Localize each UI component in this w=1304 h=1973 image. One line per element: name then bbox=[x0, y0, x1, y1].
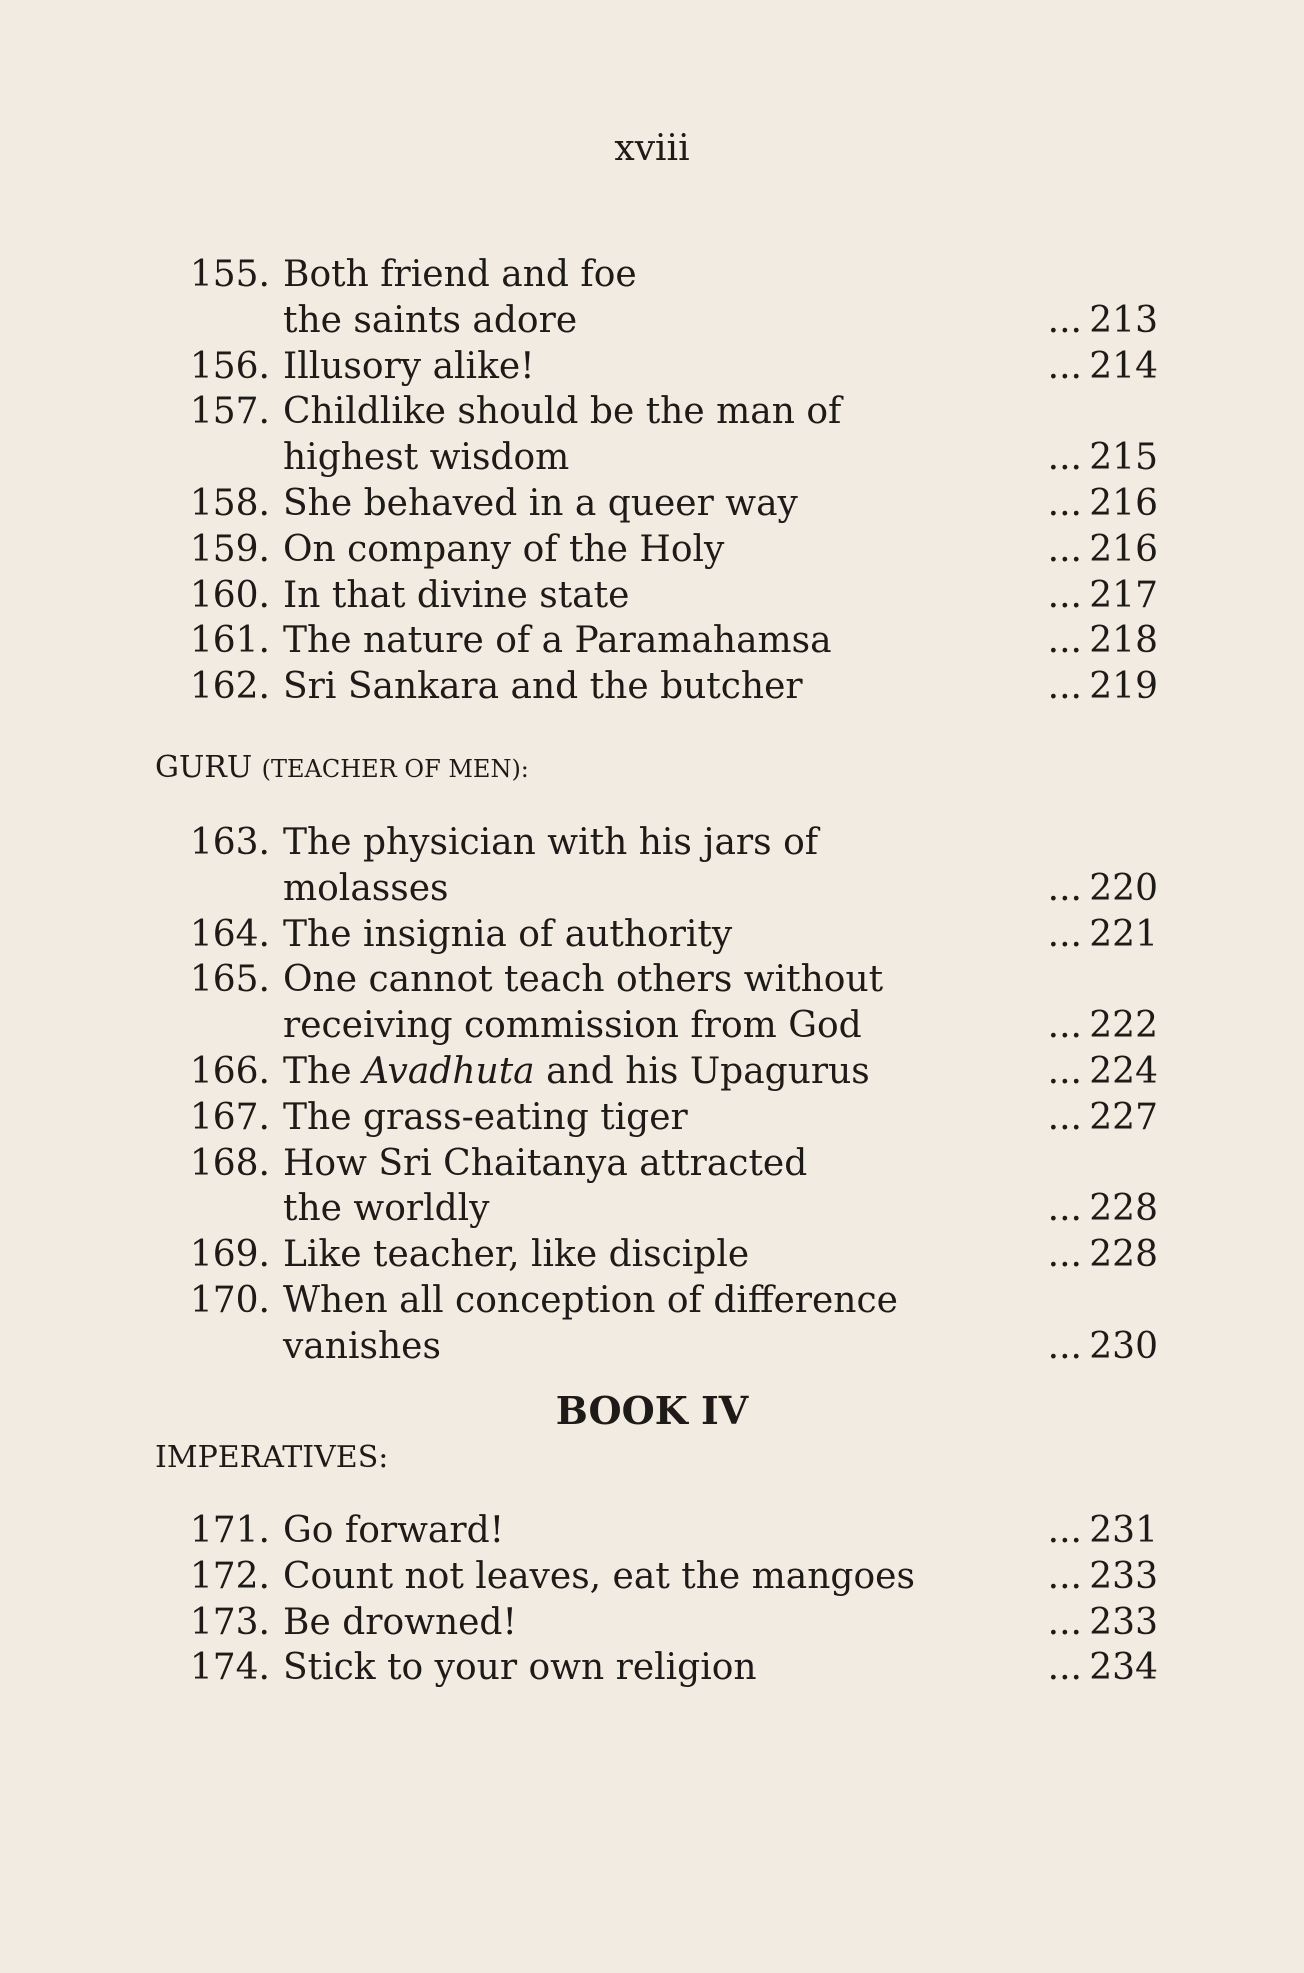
dot-leader: ... bbox=[1047, 483, 1082, 524]
entry-page-number: 227 bbox=[1089, 1096, 1158, 1138]
entry-title: Go forward! bbox=[283, 1510, 505, 1551]
entry-number: 163. bbox=[189, 822, 270, 863]
entry-title: Like teacher, like disciple bbox=[283, 1234, 750, 1276]
section-heading-main: GURU bbox=[155, 750, 262, 785]
entry-page-number: 219 bbox=[1089, 666, 1158, 708]
entry-title: The grass-eating tiger bbox=[283, 1096, 688, 1138]
toc-entry-line bbox=[0, 1232, 1304, 1278]
entry-page-number: 233 bbox=[1089, 1555, 1158, 1597]
dot-leader: ... bbox=[1047, 1325, 1082, 1367]
entry-number: 167. bbox=[189, 1096, 270, 1138]
dot-leader: ... bbox=[1047, 1601, 1082, 1643]
entry-page-number: 216 bbox=[1089, 483, 1158, 524]
toc-entry-line bbox=[0, 1186, 1304, 1232]
toc-entry-line bbox=[0, 1600, 1304, 1646]
dot-leader: ... bbox=[1047, 299, 1082, 341]
toc-entry-line bbox=[0, 389, 1304, 435]
entry-title: When all conception of difference bbox=[283, 1280, 898, 1321]
entry-number: 164. bbox=[189, 913, 270, 955]
entry-page-number: 215 bbox=[1089, 437, 1158, 479]
entry-page-number: 233 bbox=[1089, 1601, 1158, 1643]
toc-entry-line bbox=[0, 527, 1304, 573]
entry-page-number: 221 bbox=[1089, 913, 1158, 955]
dot-leader: ... bbox=[1047, 666, 1082, 708]
toc-entry-line bbox=[0, 1508, 1304, 1554]
entry-number: 155. bbox=[189, 254, 270, 295]
entry-title: molasses bbox=[283, 867, 449, 909]
entry-title: Count not leaves, eat the mangoes bbox=[283, 1555, 915, 1597]
dot-leader: ... bbox=[1047, 620, 1082, 662]
toc-entry-line bbox=[0, 481, 1304, 527]
entry-page-number: 217 bbox=[1089, 574, 1158, 616]
section-heading-subtitle: (TEACHER OF MEN): bbox=[261, 755, 529, 783]
toc-entry-line bbox=[0, 866, 1304, 912]
entry-title: How Sri Chaitanya attracted bbox=[283, 1142, 808, 1184]
entry-title: The physician with his jars of bbox=[283, 822, 819, 863]
entry-number: 158. bbox=[189, 483, 270, 524]
dot-leader: ... bbox=[1047, 1555, 1082, 1597]
entry-number: 173. bbox=[189, 1601, 270, 1643]
page-folio: xviii bbox=[614, 128, 690, 169]
entry-number: 156. bbox=[189, 345, 270, 387]
entry-number: 166. bbox=[189, 1051, 270, 1092]
toc-entry-line bbox=[0, 435, 1304, 481]
entry-title: vanishes bbox=[283, 1325, 441, 1367]
entry-title: Both friend and foe bbox=[283, 254, 637, 295]
dot-leader: ... bbox=[1047, 1234, 1082, 1276]
entry-number: 171. bbox=[189, 1510, 270, 1551]
entry-number: 160. bbox=[189, 574, 270, 616]
entry-number: 168. bbox=[189, 1142, 270, 1184]
entry-title: The insignia of authority bbox=[283, 913, 733, 955]
entry-page-number: 216 bbox=[1089, 528, 1158, 570]
toc-entry-line bbox=[0, 1554, 1304, 1600]
entry-title: The nature of a Paramahamsa bbox=[283, 620, 832, 662]
entry-title: Sri Sankara and the butcher bbox=[283, 666, 803, 708]
entry-title: Illusory alike! bbox=[283, 345, 535, 387]
toc-entry-line bbox=[0, 618, 1304, 664]
entry-title: The Avadhuta and his Upagurus bbox=[283, 1051, 870, 1092]
dot-leader: ... bbox=[1047, 1647, 1082, 1689]
dot-leader: ... bbox=[1047, 1005, 1082, 1047]
entry-number: 162. bbox=[189, 666, 270, 708]
entry-title: the worldly bbox=[283, 1188, 490, 1230]
entry-number: 157. bbox=[189, 391, 270, 433]
entry-number: 161. bbox=[189, 620, 270, 662]
entry-title: receiving commission from God bbox=[283, 1005, 862, 1047]
entry-page-number: 228 bbox=[1089, 1188, 1158, 1230]
toc-entry-line bbox=[0, 1049, 1304, 1095]
dot-leader: ... bbox=[1047, 345, 1082, 387]
dot-leader: ... bbox=[1047, 528, 1082, 570]
toc-entry-line bbox=[0, 1278, 1304, 1324]
dot-leader: ... bbox=[1047, 1051, 1082, 1092]
entry-page-number: 222 bbox=[1089, 1005, 1158, 1047]
entry-page-number: 224 bbox=[1089, 1051, 1158, 1092]
toc-entry-line bbox=[0, 1095, 1304, 1141]
entry-number: 169. bbox=[189, 1234, 270, 1276]
dot-leader: ... bbox=[1047, 1188, 1082, 1230]
entry-page-number: 234 bbox=[1089, 1647, 1158, 1689]
toc-entry-line bbox=[0, 573, 1304, 619]
dot-leader: ... bbox=[1047, 574, 1082, 616]
entry-page-number: 220 bbox=[1089, 867, 1158, 909]
entry-title: One cannot teach others without bbox=[283, 959, 884, 1001]
entry-page-number: 213 bbox=[1089, 299, 1158, 341]
toc-entry-line bbox=[0, 912, 1304, 958]
entry-page-number: 228 bbox=[1089, 1234, 1158, 1276]
dot-leader: ... bbox=[1047, 867, 1082, 909]
toc-entry-line bbox=[0, 957, 1304, 1003]
toc-entry-line bbox=[0, 252, 1304, 298]
toc-entry-line bbox=[0, 1324, 1304, 1370]
toc-entry-line bbox=[0, 1003, 1304, 1049]
entry-title: On company of the Holy bbox=[283, 528, 725, 570]
entry-title: She behaved in a queer way bbox=[283, 483, 798, 524]
entry-title: Childlike should be the man of bbox=[283, 391, 842, 433]
toc-entry-line bbox=[0, 1141, 1304, 1187]
entry-number: 165. bbox=[189, 959, 270, 1001]
toc-entry-line bbox=[0, 820, 1304, 866]
entry-number: 174. bbox=[189, 1647, 270, 1689]
section-heading-main: IMPERATIVES: bbox=[155, 1440, 389, 1475]
entry-page-number: 230 bbox=[1089, 1325, 1158, 1367]
entry-title: highest wisdom bbox=[283, 437, 570, 479]
dot-leader: ... bbox=[1047, 1510, 1082, 1551]
entry-number: 170. bbox=[189, 1280, 270, 1321]
entry-page-number: 231 bbox=[1089, 1510, 1158, 1551]
section-heading bbox=[155, 748, 529, 789]
entry-number: 172. bbox=[189, 1555, 270, 1597]
entry-title: Stick to your own religion bbox=[283, 1647, 757, 1689]
entry-title: the saints adore bbox=[283, 299, 578, 341]
toc-entry-line bbox=[0, 344, 1304, 390]
dot-leader: ... bbox=[1047, 1096, 1082, 1138]
book-heading: BOOK IV bbox=[555, 1388, 749, 1433]
dot-leader: ... bbox=[1047, 437, 1082, 479]
entry-title: In that divine state bbox=[283, 574, 630, 616]
toc-entry-line bbox=[0, 1645, 1304, 1691]
entry-page-number: 218 bbox=[1089, 620, 1158, 662]
entry-number: 159. bbox=[189, 528, 270, 570]
toc-entry-line bbox=[0, 298, 1304, 344]
dot-leader: ... bbox=[1047, 913, 1082, 955]
section-heading bbox=[155, 1438, 388, 1478]
entry-title: Be drowned! bbox=[283, 1601, 517, 1643]
entry-page-number: 214 bbox=[1089, 345, 1158, 387]
toc-entry-line bbox=[0, 664, 1304, 710]
